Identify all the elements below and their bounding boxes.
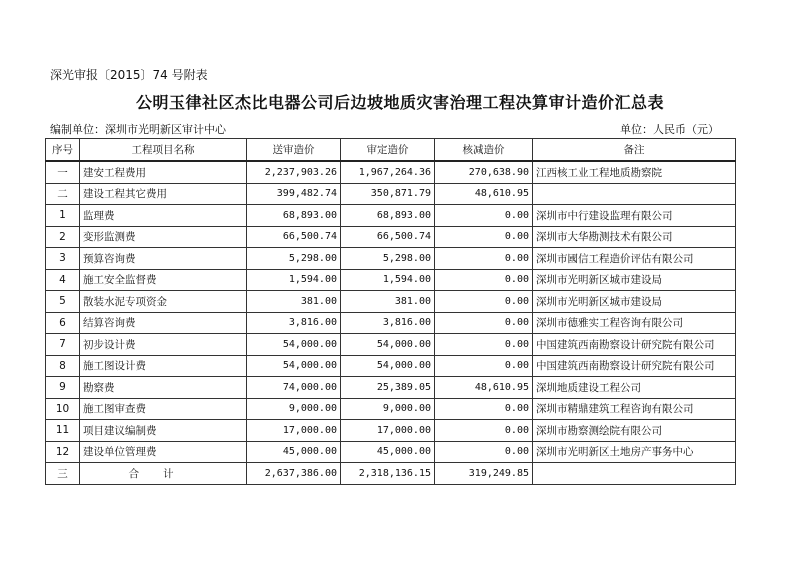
cell-reduced: 0.00 xyxy=(435,269,533,291)
cell-approved: 45,000.00 xyxy=(341,441,435,463)
cell-submitted: 66,500.74 xyxy=(247,226,341,248)
total-approved: 2,318,136.15 xyxy=(341,463,435,485)
cell-remark: 中国建筑西南勘察设计研究院有限公司 xyxy=(533,334,736,356)
cell-remark: 深圳市光明新区城市建设局 xyxy=(533,291,736,313)
cell-submitted: 381.00 xyxy=(247,291,341,313)
table-row xyxy=(46,161,736,183)
table-row xyxy=(46,183,736,205)
cell-no: 10 xyxy=(46,398,80,420)
cell-name: 施工图设计费 xyxy=(80,355,247,377)
cell-approved: 9,000.00 xyxy=(341,398,435,420)
cell-remark: 中国建筑西南勘察设计研究院有限公司 xyxy=(533,355,736,377)
cell-no: 3 xyxy=(46,248,80,270)
cell-remark: 深圳市中行建设监理有限公司 xyxy=(533,205,736,227)
header-submitted: 送审造价 xyxy=(247,139,341,162)
table-row xyxy=(46,248,736,270)
cell-reduced: 270,638.90 xyxy=(435,161,533,183)
cell-approved: 54,000.00 xyxy=(341,355,435,377)
table-header-row xyxy=(46,139,736,162)
cell-submitted: 54,000.00 xyxy=(247,334,341,356)
cell-approved: 66,500.74 xyxy=(341,226,435,248)
cell-approved: 3,816.00 xyxy=(341,312,435,334)
cell-submitted: 68,893.00 xyxy=(247,205,341,227)
cell-name: 预算咨询费 xyxy=(80,248,247,270)
cell-submitted: 74,000.00 xyxy=(247,377,341,399)
total-remark xyxy=(533,463,736,485)
cell-no: 12 xyxy=(46,441,80,463)
table-row xyxy=(46,205,736,227)
cell-approved: 54,000.00 xyxy=(341,334,435,356)
cell-reduced: 0.00 xyxy=(435,441,533,463)
cell-remark: 深圳市光明新区土地房产事务中心 xyxy=(533,441,736,463)
cell-submitted: 1,594.00 xyxy=(247,269,341,291)
cell-name: 施工图审查费 xyxy=(80,398,247,420)
cell-reduced: 0.00 xyxy=(435,420,533,442)
table-row xyxy=(46,355,736,377)
header-remark: 备注 xyxy=(533,139,736,162)
document-title: 公明玉律社区杰比电器公司后边坡地质灾害治理工程决算审计造价汇总表 xyxy=(135,93,664,112)
cell-reduced: 0.00 xyxy=(435,355,533,377)
cell-remark xyxy=(533,183,736,205)
cell-name: 建设工程其它费用 xyxy=(80,183,247,205)
cell-name: 结算咨询费 xyxy=(80,312,247,334)
cell-no: 1 xyxy=(46,205,80,227)
table-row xyxy=(46,377,736,399)
total-submitted: 2,637,386.00 xyxy=(247,463,341,485)
currency-unit: 单位：人民币（元） xyxy=(620,123,719,136)
cell-approved: 17,000.00 xyxy=(341,420,435,442)
cell-submitted: 45,000.00 xyxy=(247,441,341,463)
cell-reduced: 48,610.95 xyxy=(435,377,533,399)
table-row xyxy=(46,420,736,442)
cell-no: 6 xyxy=(46,312,80,334)
total-label: 合计 xyxy=(80,463,247,485)
cell-name: 散装水泥专项资金 xyxy=(80,291,247,313)
cell-no: 一 xyxy=(46,161,80,183)
table-row xyxy=(46,441,736,463)
cell-remark: 深圳市勘察测绘院有限公司 xyxy=(533,420,736,442)
cell-submitted: 17,000.00 xyxy=(247,420,341,442)
cell-remark: 深圳市德雅实工程咨询有限公司 xyxy=(533,312,736,334)
table-row xyxy=(46,312,736,334)
cell-no: 4 xyxy=(46,269,80,291)
cell-name: 监理费 xyxy=(80,205,247,227)
cell-remark: 深圳市光明新区城市建设局 xyxy=(533,269,736,291)
cell-name: 初步设计费 xyxy=(80,334,247,356)
cell-name: 变形监测费 xyxy=(80,226,247,248)
cell-remark: 深圳市國信工程造价评估有限公司 xyxy=(533,248,736,270)
cell-no: 2 xyxy=(46,226,80,248)
cell-approved: 350,871.79 xyxy=(341,183,435,205)
cell-remark: 深圳市大华勘测技术有限公司 xyxy=(533,226,736,248)
prepared-by: 编制单位：深圳市光明新区审计中心 xyxy=(50,123,226,136)
cell-name: 施工安全监督费 xyxy=(80,269,247,291)
cell-no: 11 xyxy=(46,420,80,442)
cell-name: 建设单位管理费 xyxy=(80,441,247,463)
cell-submitted: 54,000.00 xyxy=(247,355,341,377)
cell-approved: 381.00 xyxy=(341,291,435,313)
cell-submitted: 399,482.74 xyxy=(247,183,341,205)
cell-submitted: 5,298.00 xyxy=(247,248,341,270)
cell-approved: 5,298.00 xyxy=(341,248,435,270)
cell-reduced: 0.00 xyxy=(435,398,533,420)
header-reduced: 核减造价 xyxy=(435,139,533,162)
total-row xyxy=(46,463,736,485)
cell-reduced: 0.00 xyxy=(435,226,533,248)
table-row xyxy=(46,398,736,420)
cell-reduced: 0.00 xyxy=(435,312,533,334)
table-row xyxy=(46,291,736,313)
cell-approved: 1,967,264.36 xyxy=(341,161,435,183)
cell-approved: 25,389.05 xyxy=(341,377,435,399)
total-reduced: 319,249.85 xyxy=(435,463,533,485)
cell-reduced: 48,610.95 xyxy=(435,183,533,205)
cell-no: 9 xyxy=(46,377,80,399)
cell-no: 5 xyxy=(46,291,80,313)
table-row xyxy=(46,269,736,291)
cell-approved: 68,893.00 xyxy=(341,205,435,227)
cell-name: 项目建议编制费 xyxy=(80,420,247,442)
cell-remark: 深圳市精鼎建筑工程咨询有限公司 xyxy=(533,398,736,420)
cell-reduced: 0.00 xyxy=(435,205,533,227)
cell-submitted: 3,816.00 xyxy=(247,312,341,334)
table-row xyxy=(46,334,736,356)
cell-reduced: 0.00 xyxy=(435,291,533,313)
cell-reduced: 0.00 xyxy=(435,248,533,270)
cell-reduced: 0.00 xyxy=(435,334,533,356)
header-name: 工程项目名称 xyxy=(80,139,247,162)
audit-summary-table xyxy=(45,138,736,485)
cell-submitted: 9,000.00 xyxy=(247,398,341,420)
total-no: 三 xyxy=(46,463,80,485)
cell-no: 7 xyxy=(46,334,80,356)
cell-approved: 1,594.00 xyxy=(341,269,435,291)
header-no: 序号 xyxy=(46,139,80,162)
cell-remark: 江西核工业工程地质勘察院 xyxy=(533,161,736,183)
cell-submitted: 2,237,903.26 xyxy=(247,161,341,183)
cell-name: 勘察费 xyxy=(80,377,247,399)
cell-no: 二 xyxy=(46,183,80,205)
cell-remark: 深圳地质建设工程公司 xyxy=(533,377,736,399)
cell-name: 建安工程费用 xyxy=(80,161,247,183)
header-approved: 审定造价 xyxy=(341,139,435,162)
cell-no: 8 xyxy=(46,355,80,377)
document-reference: 深光审报〔2015〕74 号附表 xyxy=(50,68,208,82)
table-row xyxy=(46,226,736,248)
